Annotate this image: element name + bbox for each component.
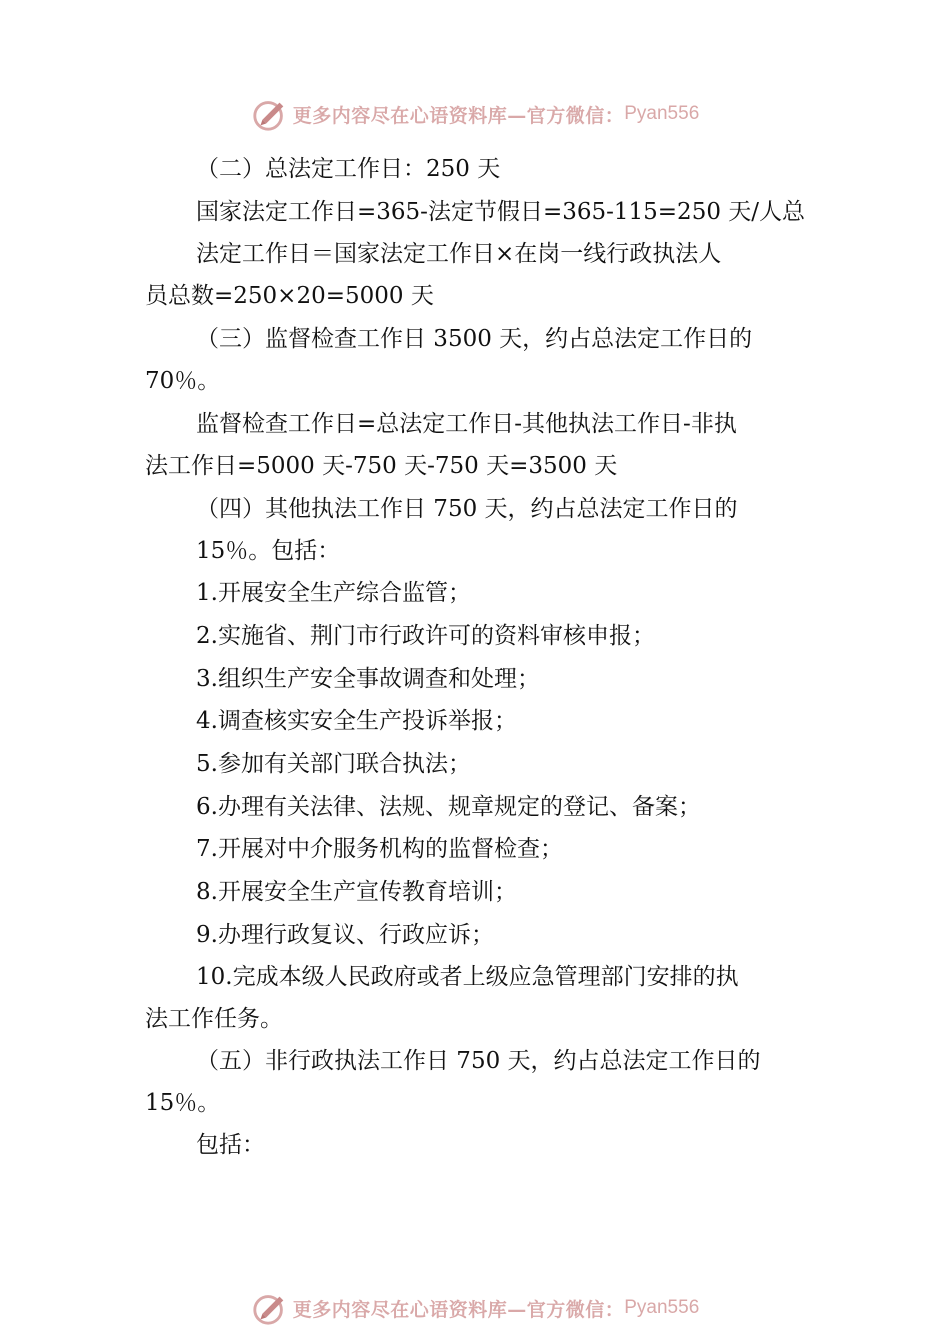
pen-logo-icon <box>251 1289 289 1327</box>
paragraph-line: 包括： <box>196 1132 265 1158</box>
paragraph-line: 法定工作日＝国家法定工作日×在岗一线行政执法人 <box>196 241 722 267</box>
section-2-heading: （二）总法定工作日：250 天 <box>196 156 501 182</box>
section-4-heading: （四）其他执法工作日 750 天，约占总法定工作日的 <box>196 496 738 522</box>
section-3-heading: （三）监督检查工作日 3500 天，约占总法定工作日的 <box>196 326 753 352</box>
paragraph-line: 15％。包括： <box>196 538 341 564</box>
list-item: 2.实施省、荆门市行政许可的资料审核申报； <box>196 623 655 649</box>
list-item: 4.调查核实安全生产投诉举报； <box>196 708 517 734</box>
paragraph-line: 15％。 <box>145 1090 221 1116</box>
paragraph-line: 监督检查工作日=总法定工作日-其他执法工作日-非执 <box>196 411 737 437</box>
watermark-header <box>0 94 950 134</box>
list-item: 5.参加有关部门联合执法； <box>196 751 471 777</box>
watermark-text: 更多内容尽在心语资料库—官方微信： <box>292 1298 625 1321</box>
list-item: 7.开展对中介服务机构的监督检查； <box>196 836 563 862</box>
watermark-wechat-id: Pyan556 <box>624 1297 700 1318</box>
list-item: 3.组织生产安全事故调查和处理； <box>196 666 540 692</box>
watermark-footer <box>0 1288 950 1328</box>
pen-logo-icon <box>251 95 289 133</box>
watermark-text: 更多内容尽在心语资料库—官方微信： <box>292 104 625 127</box>
paragraph-line: 70％。 <box>145 368 221 394</box>
paragraph-line: 员总数=250×20=5000 天 <box>145 283 434 309</box>
paragraph-line: 国家法定工作日=365-法定节假日=365-115=250 天/人总 <box>196 199 806 225</box>
section-5-heading: （五）非行政执法工作日 750 天，约占总法定工作日的 <box>196 1048 761 1074</box>
list-item: 9.办理行政复议、行政应诉； <box>196 922 494 948</box>
paragraph-line: 法工作日=5000 天-750 天-750 天=3500 天 <box>145 453 618 479</box>
watermark-wechat-id: Pyan556 <box>624 103 700 124</box>
list-item: 1.开展安全生产综合监管； <box>196 580 471 606</box>
list-item: 6.办理有关法律、法规、规章规定的登记、备案； <box>196 794 701 820</box>
list-item: 10.完成本级人民政府或者上级应急管理部门安排的执 <box>196 964 739 990</box>
list-item: 8.开展安全生产宣传教育培训； <box>196 879 517 905</box>
list-item-continuation: 法工作任务。 <box>145 1006 283 1032</box>
